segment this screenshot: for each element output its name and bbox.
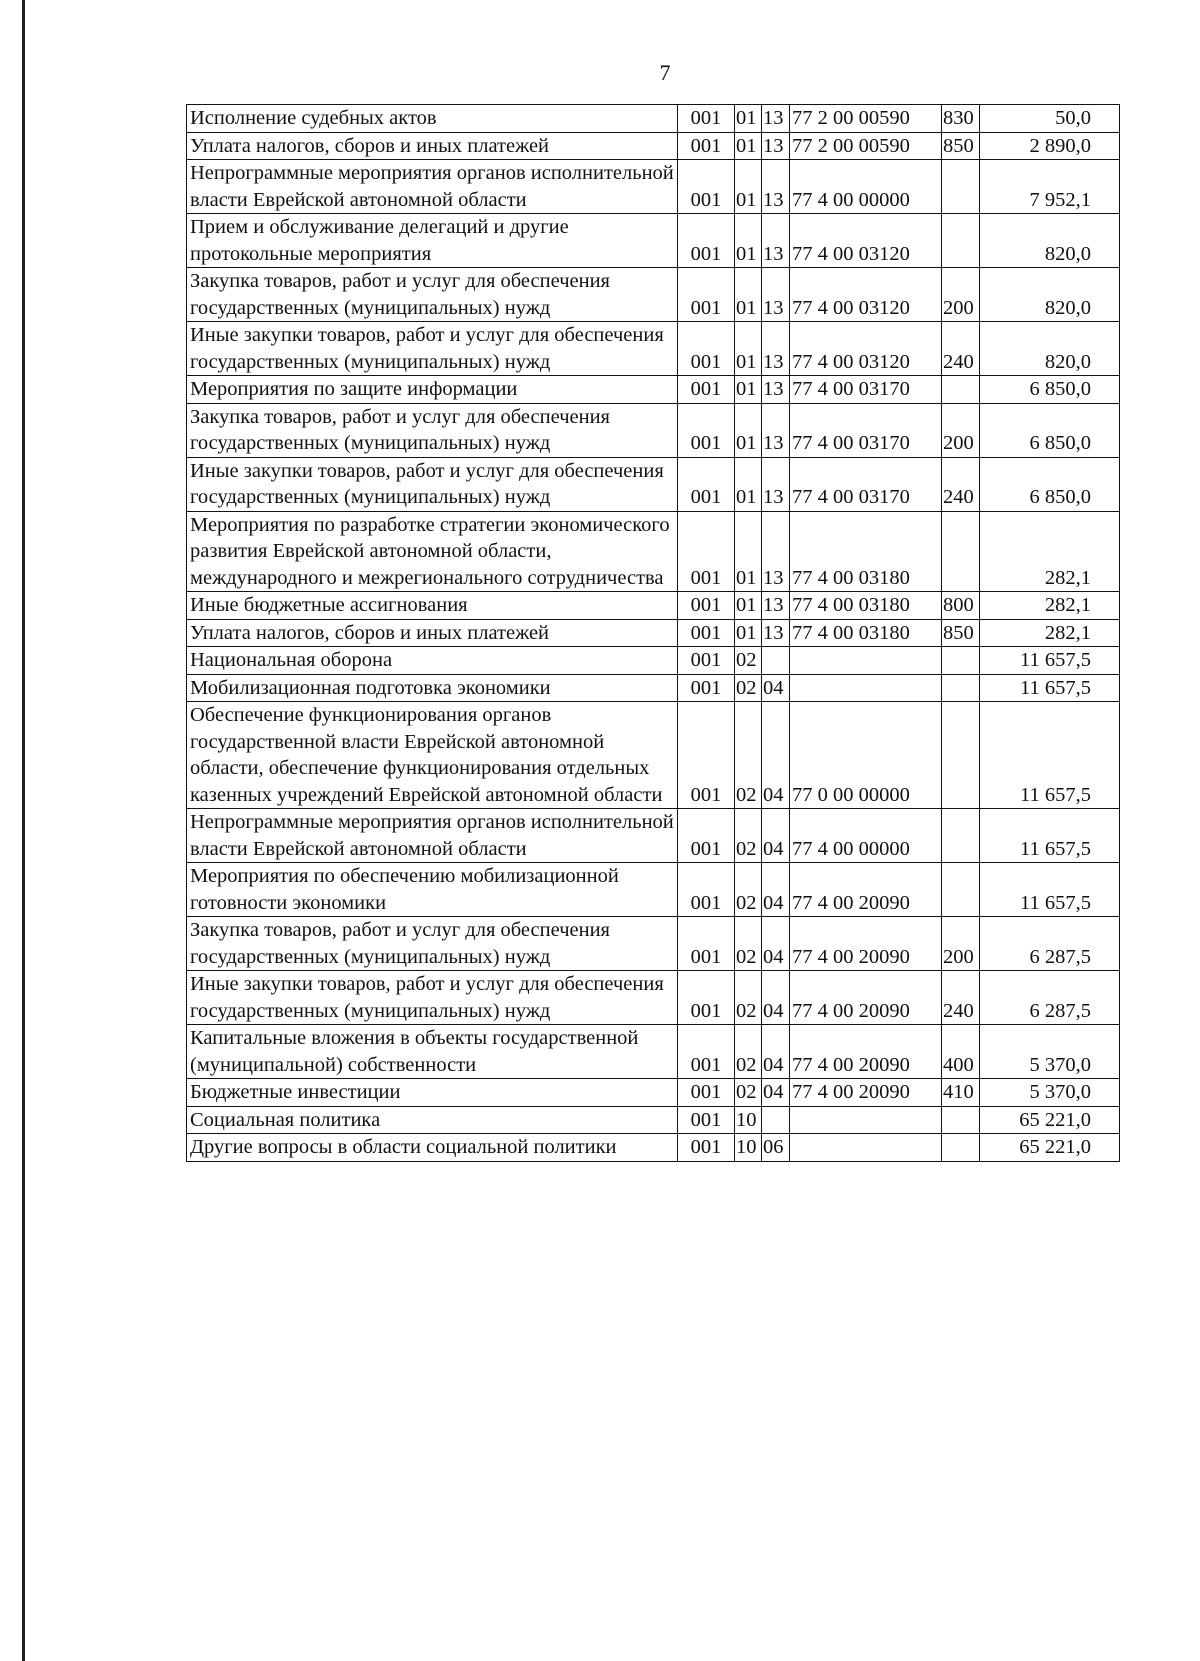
amount-cell: 11 657,5 bbox=[980, 674, 1120, 702]
section-code-cell: 01 bbox=[735, 322, 762, 376]
section-code-cell: 01 bbox=[735, 619, 762, 647]
section-code-cell: 02 bbox=[735, 863, 762, 917]
amount-cell: 282,1 bbox=[980, 511, 1120, 592]
department-code-cell: 001 bbox=[678, 619, 735, 647]
section-code-cell: 01 bbox=[735, 160, 762, 214]
row-name-cell: Мероприятия по обеспечению мобилизационной готовности экономики bbox=[187, 863, 678, 917]
row-name-cell: Иные закупки товаров, работ и услуг для обеспечения государственных (муниципальных) нужд bbox=[187, 322, 678, 376]
target-article-code-cell bbox=[790, 1106, 942, 1134]
section-code-cell: 01 bbox=[735, 403, 762, 457]
expense-type-code-cell: 850 bbox=[942, 132, 980, 160]
department-code-cell: 001 bbox=[678, 376, 735, 404]
row-name-cell: Мероприятия по защите информации bbox=[187, 376, 678, 404]
subsection-code-cell bbox=[762, 1106, 790, 1134]
subsection-code-cell: 04 bbox=[762, 863, 790, 917]
amount-cell: 7 952,1 bbox=[980, 160, 1120, 214]
amount-cell: 820,0 bbox=[980, 214, 1120, 268]
table-row bbox=[187, 863, 1120, 917]
expense-type-code-cell bbox=[942, 647, 980, 675]
row-name-cell: Обеспечение функционирования органов государственной власти Еврейской автономной области, обеспечение функционирования отдельных казенных учреждений Еврейской автономной области bbox=[187, 702, 678, 809]
amount-cell: 282,1 bbox=[980, 592, 1120, 620]
target-article-code-cell: 77 4 00 03170 bbox=[790, 403, 942, 457]
target-article-code-cell: 77 4 00 20090 bbox=[790, 1025, 942, 1079]
target-article-code-cell: 77 4 00 03120 bbox=[790, 322, 942, 376]
subsection-code-cell: 04 bbox=[762, 971, 790, 1025]
expense-type-code-cell bbox=[942, 511, 980, 592]
section-code-cell: 01 bbox=[735, 457, 762, 511]
scan-edge-line bbox=[22, 0, 25, 1661]
expense-type-code-cell bbox=[942, 1106, 980, 1134]
department-code-cell: 001 bbox=[678, 160, 735, 214]
subsection-code-cell: 04 bbox=[762, 1025, 790, 1079]
amount-cell: 6 850,0 bbox=[980, 376, 1120, 404]
amount-cell: 6 850,0 bbox=[980, 403, 1120, 457]
expense-type-code-cell: 240 bbox=[942, 457, 980, 511]
department-code-cell: 001 bbox=[678, 1134, 735, 1162]
row-name-cell: Иные закупки товаров, работ и услуг для обеспечения государственных (муниципальных) нужд bbox=[187, 971, 678, 1025]
subsection-code-cell: 04 bbox=[762, 809, 790, 863]
table-row bbox=[187, 917, 1120, 971]
expense-type-code-cell: 240 bbox=[942, 971, 980, 1025]
department-code-cell: 001 bbox=[678, 322, 735, 376]
table-row bbox=[187, 1134, 1120, 1162]
row-name-cell: Бюджетные инвестиции bbox=[187, 1079, 678, 1107]
amount-cell: 65 221,0 bbox=[980, 1106, 1120, 1134]
section-code-cell: 02 bbox=[735, 809, 762, 863]
department-code-cell: 001 bbox=[678, 809, 735, 863]
target-article-code-cell: 77 4 00 03180 bbox=[790, 592, 942, 620]
department-code-cell: 001 bbox=[678, 511, 735, 592]
subsection-code-cell: 13 bbox=[762, 105, 790, 133]
department-code-cell: 001 bbox=[678, 1106, 735, 1134]
subsection-code-cell: 04 bbox=[762, 917, 790, 971]
row-name-cell: Иные закупки товаров, работ и услуг для обеспечения государственных (муниципальных) нужд bbox=[187, 457, 678, 511]
table-row bbox=[187, 511, 1120, 592]
row-name-cell: Уплата налогов, сборов и иных платежей bbox=[187, 132, 678, 160]
amount-cell: 2 890,0 bbox=[980, 132, 1120, 160]
row-name-cell: Другие вопросы в области социальной политики bbox=[187, 1134, 678, 1162]
expense-type-code-cell bbox=[942, 376, 980, 404]
row-name-cell: Уплата налогов, сборов и иных платежей bbox=[187, 619, 678, 647]
table-row bbox=[187, 971, 1120, 1025]
target-article-code-cell bbox=[790, 647, 942, 675]
amount-cell: 5 370,0 bbox=[980, 1025, 1120, 1079]
department-code-cell: 001 bbox=[678, 214, 735, 268]
expense-type-code-cell: 410 bbox=[942, 1079, 980, 1107]
section-code-cell: 02 bbox=[735, 1079, 762, 1107]
department-code-cell: 001 bbox=[678, 268, 735, 322]
table-row bbox=[187, 1079, 1120, 1107]
row-name-cell: Мероприятия по разработке стратегии экономического развития Еврейской автономной области, международного и межрегионального сотрудничества bbox=[187, 511, 678, 592]
department-code-cell: 001 bbox=[678, 457, 735, 511]
subsection-code-cell: 13 bbox=[762, 376, 790, 404]
row-name-cell: Закупка товаров, работ и услуг для обеспечения государственных (муниципальных) нужд bbox=[187, 403, 678, 457]
section-code-cell: 01 bbox=[735, 592, 762, 620]
budget-table-body bbox=[187, 105, 1120, 1162]
target-article-code-cell: 77 2 00 00590 bbox=[790, 105, 942, 133]
row-name-cell: Исполнение судебных актов bbox=[187, 105, 678, 133]
amount-cell: 6 287,5 bbox=[980, 971, 1120, 1025]
target-article-code-cell: 77 4 00 20090 bbox=[790, 917, 942, 971]
section-code-cell: 10 bbox=[735, 1134, 762, 1162]
amount-cell: 11 657,5 bbox=[980, 809, 1120, 863]
section-code-cell: 01 bbox=[735, 511, 762, 592]
table-row bbox=[187, 702, 1120, 809]
department-code-cell: 001 bbox=[678, 702, 735, 809]
amount-cell: 11 657,5 bbox=[980, 647, 1120, 675]
expense-type-code-cell bbox=[942, 214, 980, 268]
section-code-cell: 02 bbox=[735, 971, 762, 1025]
subsection-code-cell: 13 bbox=[762, 457, 790, 511]
expense-type-code-cell: 240 bbox=[942, 322, 980, 376]
row-name-cell: Социальная политика bbox=[187, 1106, 678, 1134]
table-row bbox=[187, 132, 1120, 160]
row-name-cell: Закупка товаров, работ и услуг для обеспечения государственных (муниципальных) нужд bbox=[187, 917, 678, 971]
amount-cell: 282,1 bbox=[980, 619, 1120, 647]
row-name-cell: Непрограммные мероприятия органов исполнительной власти Еврейской автономной области bbox=[187, 809, 678, 863]
expense-type-code-cell: 400 bbox=[942, 1025, 980, 1079]
section-code-cell: 02 bbox=[735, 674, 762, 702]
amount-cell: 820,0 bbox=[980, 268, 1120, 322]
table-row bbox=[187, 322, 1120, 376]
department-code-cell: 001 bbox=[678, 592, 735, 620]
table-row bbox=[187, 674, 1120, 702]
page-number: 7 bbox=[659, 60, 671, 85]
amount-cell: 6 850,0 bbox=[980, 457, 1120, 511]
section-code-cell: 10 bbox=[735, 1106, 762, 1134]
target-article-code-cell: 77 4 00 20090 bbox=[790, 1079, 942, 1107]
table-row bbox=[187, 268, 1120, 322]
department-code-cell: 001 bbox=[678, 863, 735, 917]
subsection-code-cell: 13 bbox=[762, 132, 790, 160]
department-code-cell: 001 bbox=[678, 971, 735, 1025]
expense-type-code-cell bbox=[942, 702, 980, 809]
department-code-cell: 001 bbox=[678, 403, 735, 457]
section-code-cell: 01 bbox=[735, 132, 762, 160]
amount-cell: 11 657,5 bbox=[980, 863, 1120, 917]
subsection-code-cell: 13 bbox=[762, 403, 790, 457]
subsection-code-cell: 13 bbox=[762, 214, 790, 268]
amount-cell: 11 657,5 bbox=[980, 702, 1120, 809]
row-name-cell: Национальная оборона bbox=[187, 647, 678, 675]
amount-cell: 5 370,0 bbox=[980, 1079, 1120, 1107]
section-code-cell: 02 bbox=[735, 647, 762, 675]
row-name-cell: Капитальные вложения в объекты государственной (муниципальной) собственности bbox=[187, 1025, 678, 1079]
table-row bbox=[187, 619, 1120, 647]
section-code-cell: 02 bbox=[735, 702, 762, 809]
target-article-code-cell: 77 4 00 03170 bbox=[790, 457, 942, 511]
subsection-code-cell bbox=[762, 647, 790, 675]
target-article-code-cell bbox=[790, 1134, 942, 1162]
expense-type-code-cell: 800 bbox=[942, 592, 980, 620]
subsection-code-cell: 13 bbox=[762, 511, 790, 592]
subsection-code-cell: 13 bbox=[762, 322, 790, 376]
subsection-code-cell: 04 bbox=[762, 1079, 790, 1107]
target-article-code-cell: 77 4 00 20090 bbox=[790, 863, 942, 917]
department-code-cell: 001 bbox=[678, 105, 735, 133]
amount-cell: 820,0 bbox=[980, 322, 1120, 376]
expense-type-code-cell: 200 bbox=[942, 403, 980, 457]
table-row bbox=[187, 105, 1120, 133]
expense-type-code-cell: 200 bbox=[942, 917, 980, 971]
target-article-code-cell: 77 4 00 00000 bbox=[790, 160, 942, 214]
table-row bbox=[187, 1025, 1120, 1079]
target-article-code-cell: 77 4 00 03180 bbox=[790, 619, 942, 647]
table-row bbox=[187, 403, 1120, 457]
target-article-code-cell: 77 2 00 00590 bbox=[790, 132, 942, 160]
expense-type-code-cell bbox=[942, 674, 980, 702]
section-code-cell: 02 bbox=[735, 1025, 762, 1079]
target-article-code-cell: 77 4 00 03120 bbox=[790, 214, 942, 268]
department-code-cell: 001 bbox=[678, 917, 735, 971]
row-name-cell: Прием и обслуживание делегаций и другие протокольные мероприятия bbox=[187, 214, 678, 268]
department-code-cell: 001 bbox=[678, 647, 735, 675]
department-code-cell: 001 bbox=[678, 132, 735, 160]
expense-type-code-cell: 830 bbox=[942, 105, 980, 133]
table-row bbox=[187, 647, 1120, 675]
subsection-code-cell: 04 bbox=[762, 674, 790, 702]
row-name-cell: Иные бюджетные ассигнования bbox=[187, 592, 678, 620]
amount-cell: 50,0 bbox=[980, 105, 1120, 133]
expense-type-code-cell bbox=[942, 809, 980, 863]
table-row bbox=[187, 457, 1120, 511]
expense-type-code-cell bbox=[942, 1134, 980, 1162]
target-article-code-cell: 77 4 00 03170 bbox=[790, 376, 942, 404]
department-code-cell: 001 bbox=[678, 1079, 735, 1107]
section-code-cell: 01 bbox=[735, 376, 762, 404]
expense-type-code-cell bbox=[942, 863, 980, 917]
amount-cell: 6 287,5 bbox=[980, 917, 1120, 971]
subsection-code-cell: 06 bbox=[762, 1134, 790, 1162]
table-row bbox=[187, 214, 1120, 268]
expense-type-code-cell: 200 bbox=[942, 268, 980, 322]
subsection-code-cell: 13 bbox=[762, 592, 790, 620]
section-code-cell: 01 bbox=[735, 268, 762, 322]
table-row bbox=[187, 1106, 1120, 1134]
section-code-cell: 01 bbox=[735, 105, 762, 133]
row-name-cell: Мобилизационная подготовка экономики bbox=[187, 674, 678, 702]
row-name-cell: Закупка товаров, работ и услуг для обеспечения государственных (муниципальных) нужд bbox=[187, 268, 678, 322]
department-code-cell: 001 bbox=[678, 1025, 735, 1079]
target-article-code-cell: 77 4 00 03120 bbox=[790, 268, 942, 322]
target-article-code-cell: 77 4 00 03180 bbox=[790, 511, 942, 592]
table-row bbox=[187, 160, 1120, 214]
subsection-code-cell: 13 bbox=[762, 268, 790, 322]
budget-table bbox=[186, 104, 1120, 1162]
subsection-code-cell: 04 bbox=[762, 702, 790, 809]
target-article-code-cell: 77 4 00 00000 bbox=[790, 809, 942, 863]
table-row bbox=[187, 592, 1120, 620]
target-article-code-cell: 77 4 00 20090 bbox=[790, 971, 942, 1025]
target-article-code-cell: 77 0 00 00000 bbox=[790, 702, 942, 809]
expense-type-code-cell: 850 bbox=[942, 619, 980, 647]
department-code-cell: 001 bbox=[678, 674, 735, 702]
table-row bbox=[187, 809, 1120, 863]
table-row bbox=[187, 376, 1120, 404]
target-article-code-cell bbox=[790, 674, 942, 702]
section-code-cell: 01 bbox=[735, 214, 762, 268]
expense-type-code-cell bbox=[942, 160, 980, 214]
section-code-cell: 02 bbox=[735, 917, 762, 971]
subsection-code-cell: 13 bbox=[762, 160, 790, 214]
row-name-cell: Непрограммные мероприятия органов исполнительной власти Еврейской автономной области bbox=[187, 160, 678, 214]
subsection-code-cell: 13 bbox=[762, 619, 790, 647]
amount-cell: 65 221,0 bbox=[980, 1134, 1120, 1162]
